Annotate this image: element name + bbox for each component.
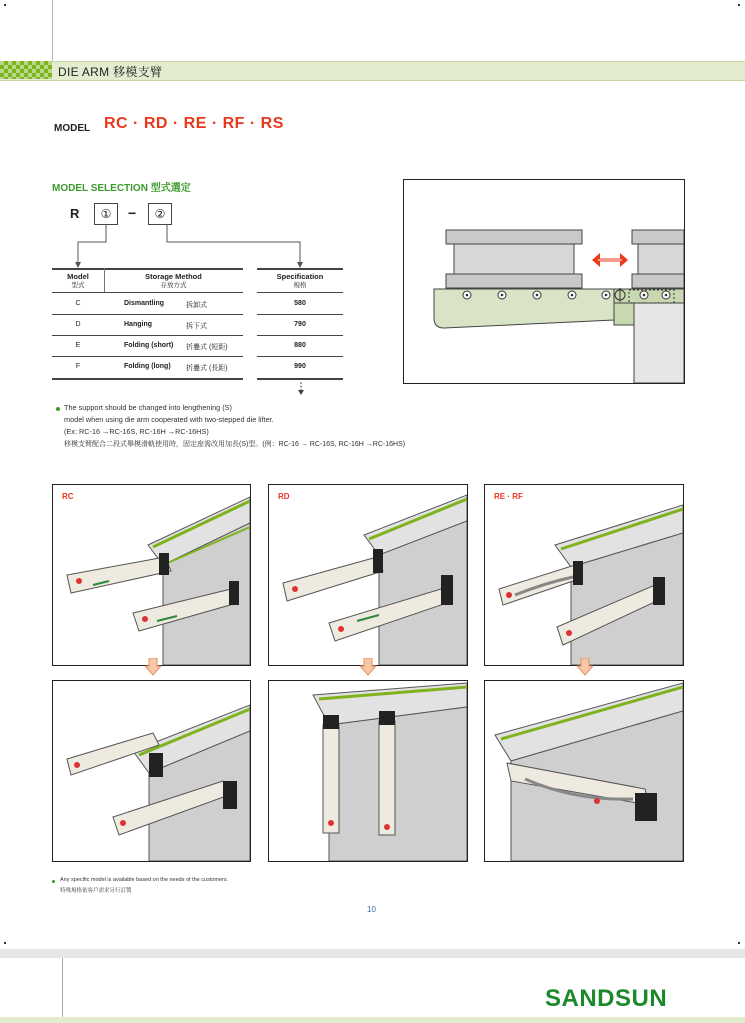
col-header-spec-zh: 規格 [293,282,307,289]
die-arm-illustration [485,681,683,861]
panel-rc-before [52,484,251,666]
model-selection-title: MODEL SELECTION 型式選定 [52,183,191,194]
spec-value: 880 [294,342,306,349]
table-row-method-zh: 折疊式 (短距) [186,344,228,351]
table-row-model: F [75,363,81,370]
die-arm-illustration [485,485,683,665]
table-row-method: Dismantling [124,300,165,307]
down-arrow-icon [577,658,593,676]
code-connector-lines [60,222,320,270]
panel-label: RD [278,492,290,501]
die-arm-side-view [404,180,684,383]
header-checker-pattern [0,61,52,79]
footnote-bullet [52,880,55,883]
panel-rd-before [268,484,468,666]
spec-value: 790 [294,321,306,328]
panel-label: RC [62,492,74,501]
storage-method-table [52,268,243,380]
table-row-method: Folding (short) [124,342,174,349]
down-arrow-icon [360,658,376,676]
spec-continue-arrow [297,382,305,396]
col-header-spec: Specification [276,272,324,281]
note-bullet [56,407,60,411]
code-box-2: ② [148,203,172,225]
die-arm-illustration [53,681,250,861]
col-header-model-zh: 型式 [71,282,85,289]
model-codes: RC · RD · RE · RF · RS [104,115,284,132]
panel-rd-after [268,680,468,862]
table-row-model: D [75,321,81,328]
footer-margin-line [62,958,63,1023]
note-line-zh: 移模支臂配合二段式舉模滑軌使用時，固定座需改用加長(S)型。(例：RC-16 → RC-16S, RC-16H →RC-16HS) [64,441,406,448]
note-line: The support should be changed into lengthening (S) [64,403,232,412]
col-header-model: Model [67,272,89,281]
table-row-method-zh: 拆卸式 [186,302,207,309]
footer-band [0,949,745,958]
die-lifter-illustration [403,179,685,384]
table-row-method-zh: 折疊式 (長距) [186,365,228,372]
crop-mark [4,4,6,6]
panel-rc-after [52,680,251,862]
crop-mark [738,4,740,6]
die-arm-illustration [269,485,467,665]
crop-mark [4,942,6,944]
margin-line [52,0,53,61]
table-row-method-zh: 拆下式 [186,323,207,330]
panel-label: RE · RF [494,492,523,501]
die-arm-illustration [269,681,467,861]
code-dash: − [128,205,137,221]
panel-re-rf-after [484,680,684,862]
code-box-1: ① [94,203,118,225]
spec-value: 990 [294,363,306,370]
panel-re-rf-before [484,484,684,666]
page-number: 10 [367,905,376,914]
note-line: model when using die arm cooperated with two-stepped die lifter. [64,415,274,424]
table-row-method: Folding (long) [124,363,171,370]
col-header-storage-zh: 存放方式 [160,282,187,289]
die-arm-illustration [53,485,250,665]
note-line: (Ex: RC-16 →RC-16S, RC-16H →RC-16HS) [64,427,209,436]
model-label: MODEL [54,123,91,134]
bottom-band [0,1017,745,1023]
footnote-zh: 特殊規格依客戶需求另行訂製 [60,888,132,894]
spec-value: 580 [294,300,306,307]
footnote-en: Any specific model is available based on the needs of the customers. [60,877,229,883]
down-arrow-icon [145,658,161,676]
table-row-model: C [75,300,81,307]
table-row-method: Hanging [124,321,152,328]
code-prefix: R [70,206,80,221]
table-row-model: E [75,342,81,349]
header-title: DIE ARM 移模支臂 [58,65,163,79]
crop-mark [738,942,740,944]
specification-table [257,268,343,380]
sandsun-logo: SANDSUN [545,985,668,1012]
col-header-storage: Storage Method [145,272,202,281]
